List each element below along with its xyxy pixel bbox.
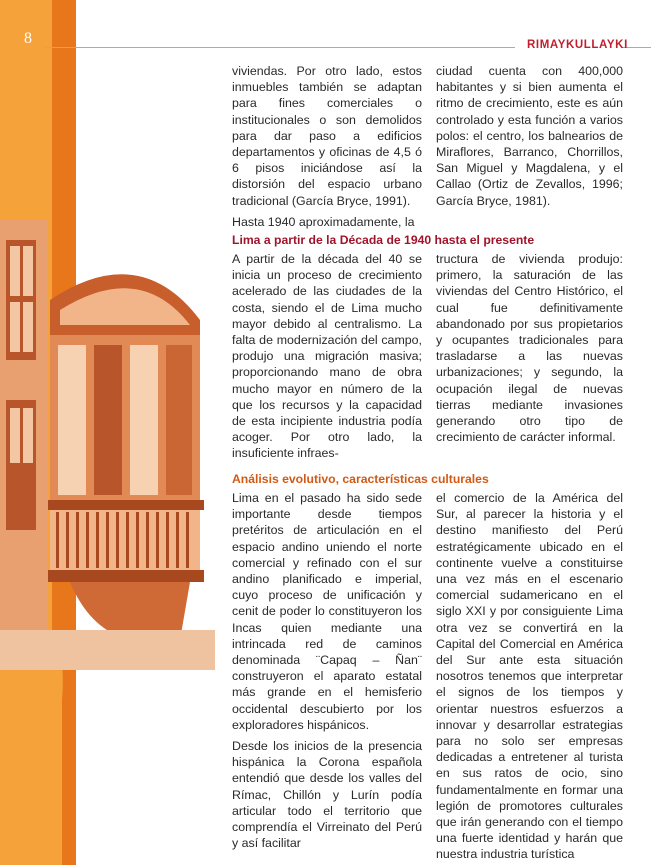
paragraph: tructura de vivienda produjo: primero, la saturación de las viviendas del Centro Histórico, el cual fue definitivamente abandonado por sus propietarios y ocupantes tradicionales para trasladarse a las nuevas urbanizaciones; y segundo, la ocupación ilegal de nuevas tierras mediante invasiones generando otro tipo de crecimiento de carácter informal. xyxy=(436,252,623,445)
journal-title: RIMAYKULLAYKI xyxy=(527,39,628,51)
section-heading-analisis: Análisis evolutivo, características culturales xyxy=(232,472,489,486)
top-right-column xyxy=(436,63,623,214)
paragraph: ciudad cuenta con 400,000 habitantes y si bien aumenta el ritmo de crecimiento, este es aún controlado y esta función a varios polos: el centro, los balnearios de Miraflores, Barranco, Chorrillos, San Miguel y Magdalena, y el Callao (Ortiz de Zevallos, 1996; García Bryce, 1981). xyxy=(436,64,623,208)
analisis-left-column xyxy=(232,490,422,856)
paragraph: A partir de la década del 40 se inicia un proceso de crecimiento acelerado de las ciudades de la costa, siendo el de Lima mucho mayor debido al centralismo. La falta de modernización del campo, produjo una migración masiva; proporcionando mano de obra mucho mayor en número de la que los recursos y la capacidad de esta incipiente industria podía acoger. Por otro lado, la insuficiente infraes- xyxy=(232,252,422,461)
paragraph: Hasta 1940 aproximadamente, la xyxy=(232,214,415,229)
paragraph: Lima en el pasado ha sido sede importante desde tiempos pretéritos de articulación en el espacio andino uniendo el norte comercial y refinado con el sur andino planificado e imperial, cuyo proceso de unificación y cenit de poder lo constituyeron los Incas quien mediante una intrincada red de caminos denominada ¨Capaq – Ñan¨ construyeron el aparato estatal más grande en el hemisferio occidental descubierto por los exploradores hispánicos. xyxy=(232,491,422,732)
paragraph: Desde los inicios de la presencia hispánica la Corona española entendió que desde los valles del Rímac, Chillón y Lurín podía articular todo el territorio que comprendía el Virreinato del Perú y así facilitar xyxy=(232,739,422,851)
lima-left-column xyxy=(232,251,422,467)
paragraph: viviendas. Por otro lado, estos inmuebles también se adaptan para fines comerciales o institucionales o son demolidos para dar paso a edificios departamentos y oficinas de 4,5 ó 6 pisos iniciándose así la distorsión del espacio urbano tradicional (García Bryce, 1991). xyxy=(232,64,422,208)
header-rule xyxy=(45,47,515,48)
lima-right-column xyxy=(436,251,623,450)
paragraph: el comercio de la América del Sur, al parecer la historia y el destino manifiesto del Perú estratégicamente ubicado en el continente vuelve a constituirse una vez más en el escenario comercial sudamericano en el siglo XXI y por consiguiente Lima otra vez se convertirá en la Capital del Comercial en América del Sur ante esta situación nosotros tenemos que interpretar el signos de los tiempos y orientar nuestros esfuerzos a innovar y desarrollar estrategias para no solo ser empresas dedicadas a entretener al turista en sus ratos de ocio, sino fundamentalmente en formar una legión de promotores culturales que irán generando con el tiempo una fuerte identidad y harán que nuestra industria turística xyxy=(436,491,623,862)
colonial-balcony-icon xyxy=(0,200,215,670)
top-left-column xyxy=(232,63,422,235)
section-heading-lima: Lima a partir de la Década de 1940 hasta el presente xyxy=(232,233,535,247)
analisis-right-column xyxy=(436,490,623,868)
page-number: 8 xyxy=(24,30,32,47)
